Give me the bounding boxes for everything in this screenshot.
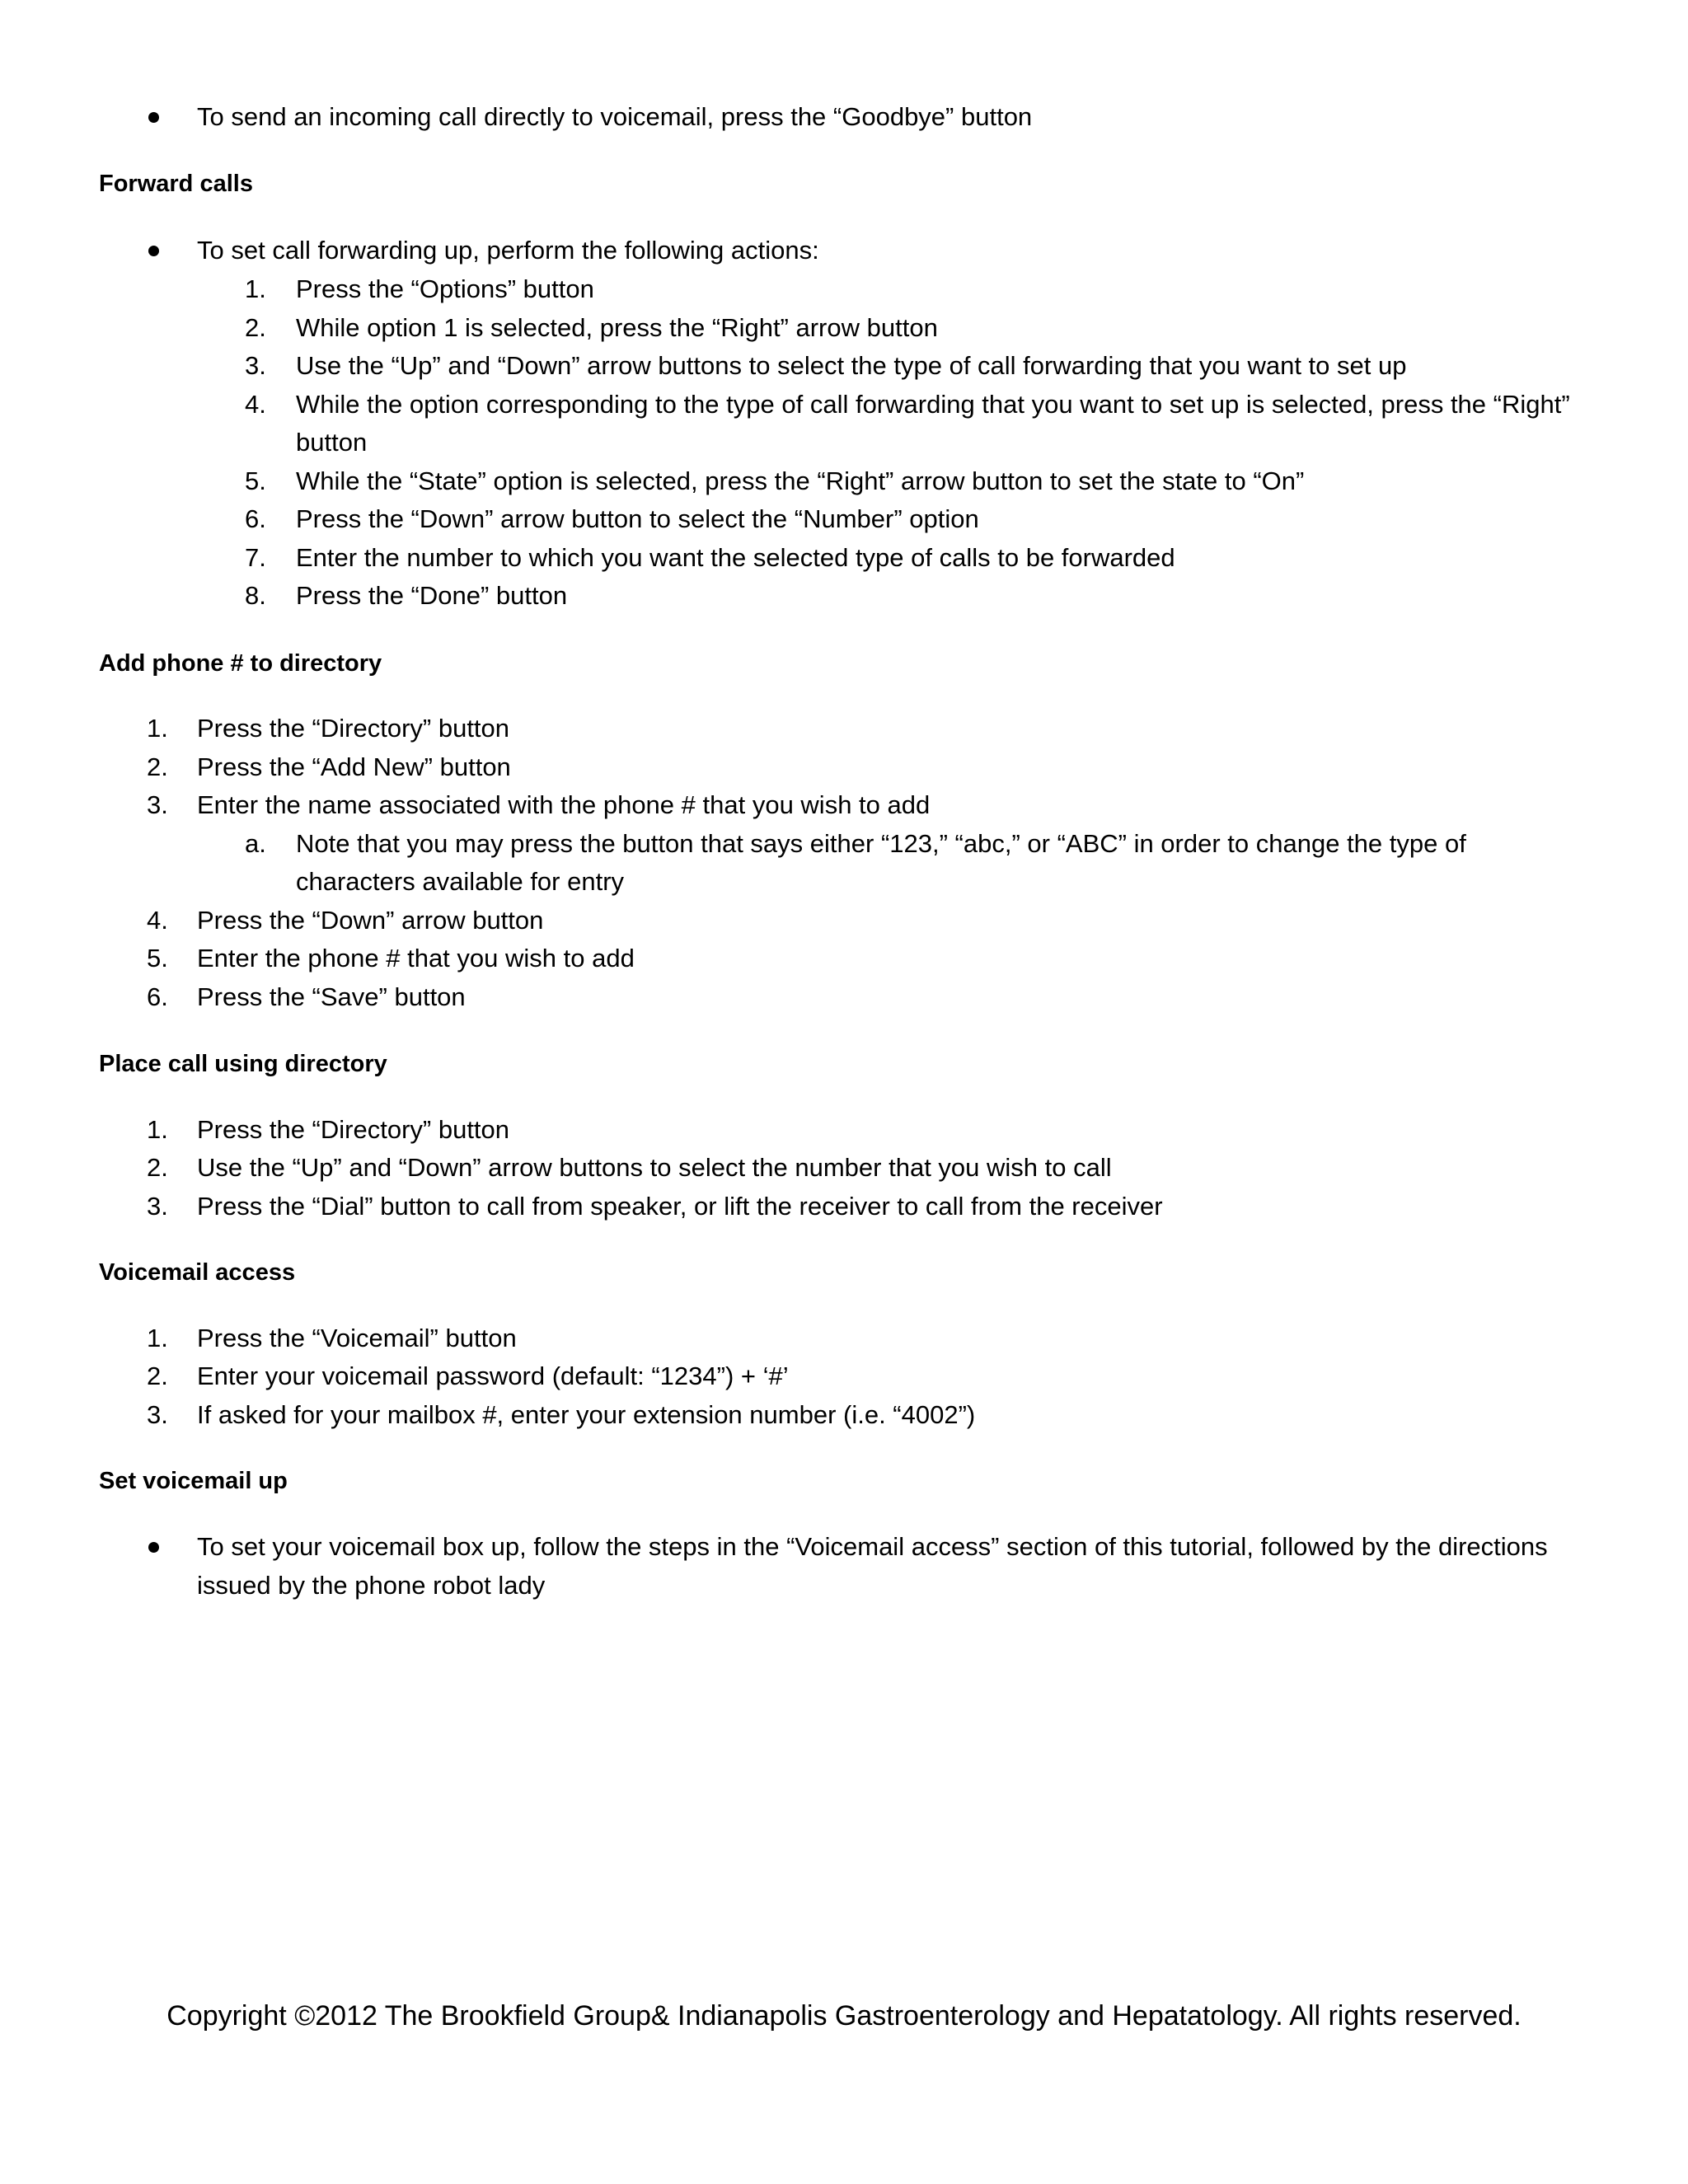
bullet-icon bbox=[148, 1542, 159, 1553]
list-item: While the “State” option is selected, press the “Right” arrow button to set the state to “On” bbox=[296, 466, 1305, 495]
section-heading-forward-calls: Forward calls bbox=[99, 171, 253, 197]
list-marker: 2. bbox=[147, 1153, 168, 1182]
list-item: Enter the number to which you want the selected type of calls to be forwarded bbox=[296, 543, 1175, 572]
list-marker: 1. bbox=[147, 1115, 168, 1144]
list-item: Enter the name associated with the phone # that you wish to add bbox=[197, 790, 931, 819]
list-marker: 5. bbox=[147, 944, 168, 972]
copyright-footer: Copyright ©2012 The Brookfield Group& Indianapolis Gastroenterology and Hepatatology. All rights reserved. bbox=[166, 2000, 1522, 2032]
section-heading-place-call: Place call using directory bbox=[99, 1051, 387, 1077]
intro-bullet-text: To send an incoming call directly to voicemail, press the “Goodbye” button bbox=[197, 102, 1033, 131]
list-item: Press the “Dial” button to call from speaker, or lift the receiver to call from the receiver bbox=[197, 1192, 1163, 1221]
list-marker: a. bbox=[245, 829, 266, 858]
list-item: Press the “Add New” button bbox=[197, 752, 511, 781]
forward-calls-bullet-text: To set call forwarding up, perform the following actions: bbox=[197, 236, 819, 265]
list-marker: 4. bbox=[147, 906, 168, 935]
list-item: Press the “Options” button bbox=[296, 274, 594, 303]
list-marker: 3. bbox=[147, 790, 168, 819]
list-marker: 6. bbox=[147, 982, 168, 1011]
list-item: Press the “Done” button bbox=[296, 581, 568, 610]
list-item-continuation: button bbox=[296, 428, 368, 457]
section-heading-voicemail-access: Voicemail access bbox=[99, 1259, 296, 1286]
list-marker: 7. bbox=[245, 543, 266, 572]
list-marker: 2. bbox=[147, 1361, 168, 1390]
set-voicemail-bullet-continuation: issued by the phone robot lady bbox=[197, 1571, 546, 1600]
list-item: If asked for your mailbox #, enter your extension number (i.e. “4002”) bbox=[197, 1400, 976, 1429]
list-marker: 1. bbox=[245, 274, 266, 303]
list-marker: 3. bbox=[147, 1400, 168, 1429]
set-voicemail-bullet-text: To set your voicemail box up, follow the steps in the “Voicemail access” section of this tutorial, followed by the directions bbox=[197, 1532, 1548, 1561]
list-subitem: Note that you may press the button that says either “123,” “abc,” or “ABC” in order to change the type of bbox=[296, 829, 1466, 858]
list-item: While option 1 is selected, press the “Right” arrow button bbox=[296, 313, 938, 342]
list-item: Press the “Directory” button bbox=[197, 714, 510, 743]
bullet-icon bbox=[148, 112, 159, 123]
list-item: Press the “Save” button bbox=[197, 982, 466, 1011]
list-item: Enter your voicemail password (default: “1234”) + ‘#’ bbox=[197, 1361, 789, 1390]
list-marker: 3. bbox=[147, 1192, 168, 1221]
list-marker: 5. bbox=[245, 466, 266, 495]
list-marker: 1. bbox=[147, 1324, 168, 1352]
list-marker: 6. bbox=[245, 504, 266, 533]
list-marker: 1. bbox=[147, 714, 168, 743]
list-marker: 2. bbox=[147, 752, 168, 781]
section-heading-set-voicemail: Set voicemail up bbox=[99, 1468, 288, 1494]
list-item: Press the “Voicemail” button bbox=[197, 1324, 517, 1352]
list-item: Use the “Up” and “Down” arrow buttons to select the type of call forwarding that you want to set up bbox=[296, 351, 1407, 380]
list-item: Press the “Directory” button bbox=[197, 1115, 510, 1144]
section-heading-add-phone: Add phone # to directory bbox=[99, 650, 382, 677]
list-marker: 3. bbox=[245, 351, 266, 380]
bullet-icon bbox=[148, 246, 159, 256]
list-marker: 8. bbox=[245, 581, 266, 610]
list-subitem-continuation: characters available for entry bbox=[296, 867, 625, 896]
list-item: While the option corresponding to the type of call forwarding that you want to set up is selected, press the “Right” bbox=[296, 390, 1570, 419]
list-marker: 2. bbox=[245, 313, 266, 342]
list-marker: 4. bbox=[245, 390, 266, 419]
list-item: Press the “Down” arrow button to select the “Number” option bbox=[296, 504, 979, 533]
list-item: Press the “Down” arrow button bbox=[197, 906, 544, 935]
list-item: Use the “Up” and “Down” arrow buttons to select the number that you wish to call bbox=[197, 1153, 1112, 1182]
list-item: Enter the phone # that you wish to add bbox=[197, 944, 635, 972]
